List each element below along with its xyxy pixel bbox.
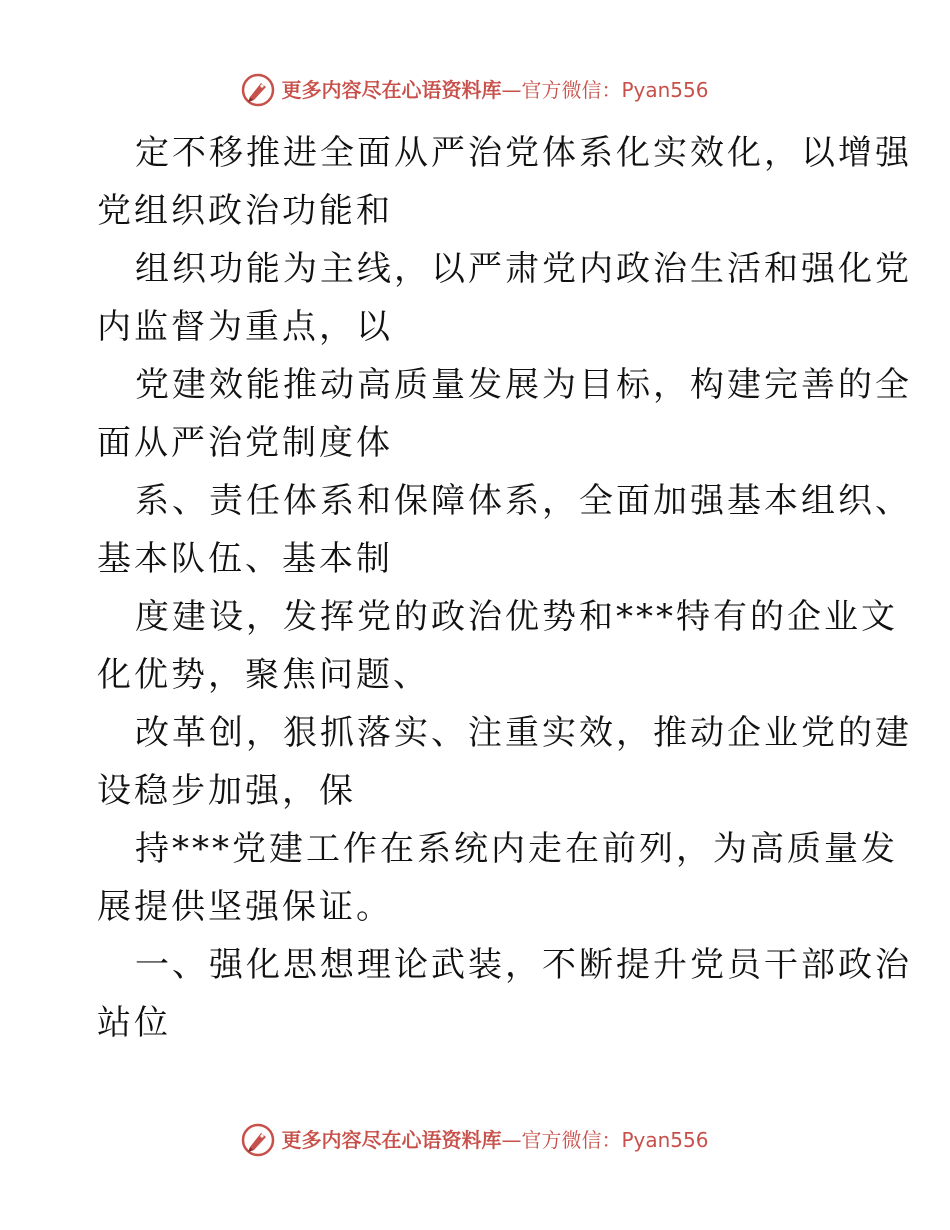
paragraph-line: 党组织政治功能和 <box>97 191 393 231</box>
paragraph-line: 系、责任体系和保障体系，全面加强基本组织、 <box>135 481 912 521</box>
banner-brand: 更多内容尽在心语资料库 <box>281 78 502 102</box>
banner-separator: — <box>501 78 522 102</box>
banner-text <box>281 78 708 102</box>
paragraph-line: 定不移推进全面从严治党体系化实效化，以增强 <box>135 133 912 173</box>
paragraph <box>97 588 898 704</box>
banner-text <box>281 1128 708 1152</box>
paragraph-line: 一、强化思想理论武装，不断提升党员干部政治 <box>135 945 912 985</box>
section-heading <box>97 936 912 1052</box>
paragraph-line: 度建设，发挥党的政治优势和***特有的企业文 <box>135 597 898 637</box>
banner-contact: 官方微信：Pyan556 <box>521 1128 709 1152</box>
pen-nib-logo-icon <box>241 73 275 107</box>
banner-separator: — <box>501 1128 522 1152</box>
paragraph <box>97 356 912 472</box>
paragraph-line: 面从严治党制度体 <box>97 423 393 463</box>
banner-brand: 更多内容尽在心语资料库 <box>281 1128 502 1152</box>
paragraph <box>97 240 912 356</box>
paragraph-line: 持***党建工作在系统内走在前列，为高质量发 <box>135 829 898 869</box>
paragraph-line: 站位 <box>97 1003 171 1043</box>
pen-nib-logo-icon <box>241 1123 275 1157</box>
paragraph-line: 化优势，聚焦问题、 <box>97 655 430 695</box>
paragraph-line: 组织功能为主线，以严肃党内政治生活和强化党 <box>135 249 912 289</box>
paragraph-line: 展提供坚强保证。 <box>97 887 393 927</box>
paragraph <box>97 820 898 936</box>
paragraph-line: 改革创，狠抓落实、注重实效，推动企业党的建 <box>135 713 912 753</box>
paragraph <box>97 704 912 820</box>
paragraph-line: 党建效能推动高质量发展为目标，构建完善的全 <box>135 365 912 405</box>
paragraph-line: 内监督为重点，以 <box>97 307 393 347</box>
document-body <box>97 124 912 1052</box>
footer-banner <box>0 1120 950 1160</box>
paragraph-line: 设稳步加强，保 <box>97 771 356 811</box>
paragraph <box>97 472 912 588</box>
paragraph <box>97 124 912 240</box>
banner-contact: 官方微信：Pyan556 <box>521 78 709 102</box>
header-banner <box>0 70 950 110</box>
paragraph-line: 基本队伍、基本制 <box>97 539 393 579</box>
